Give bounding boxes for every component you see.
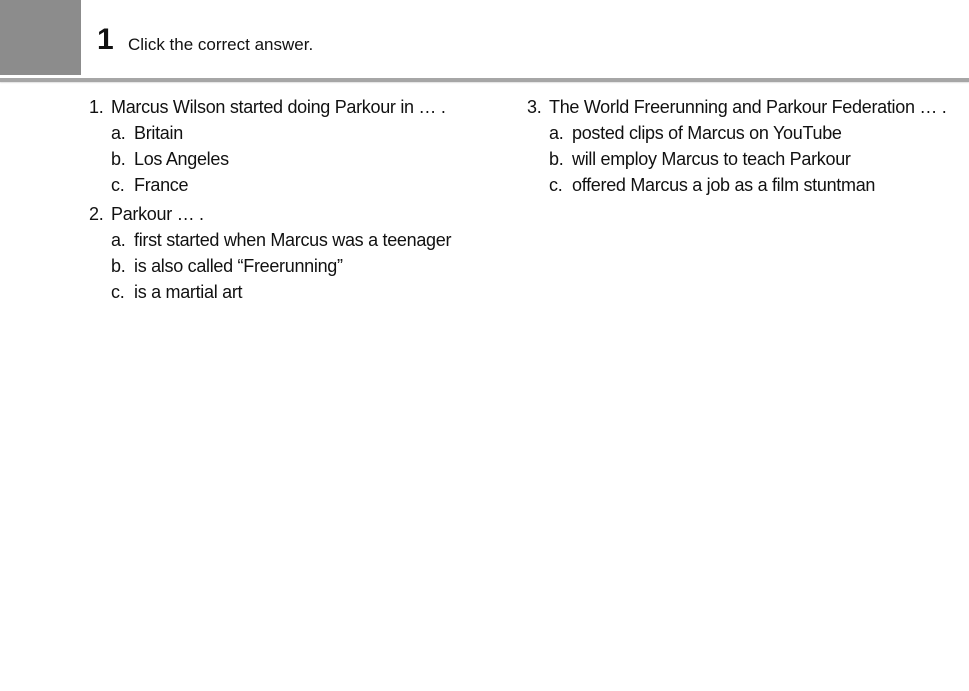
answer-option-1a[interactable]	[111, 120, 499, 146]
answer-option-3c[interactable]	[549, 172, 957, 198]
answer-option-1c[interactable]	[111, 172, 499, 198]
option-text[interactable]: will employ Marcus to teach Parkour	[572, 149, 851, 169]
question-text: Marcus Wilson started doing Parkour in … .	[111, 97, 446, 117]
question-stem	[89, 94, 499, 120]
header-divider	[0, 78, 969, 82]
option-text[interactable]: offered Marcus a job as a film stuntman	[572, 175, 876, 195]
question-number: 2.	[89, 204, 104, 224]
option-letter: b.	[111, 256, 126, 276]
answer-option-2c[interactable]	[111, 279, 499, 305]
answer-option-2b[interactable]	[111, 253, 499, 279]
exercise-number: 1	[97, 23, 114, 56]
question-stem	[89, 201, 499, 227]
option-text[interactable]: posted clips of Marcus on YouTube	[572, 123, 842, 143]
option-text[interactable]: France	[134, 175, 189, 195]
question-2	[89, 201, 499, 305]
exercise-instruction: Click the correct answer.	[128, 35, 314, 54]
option-letter: b.	[111, 149, 126, 169]
question-1	[89, 94, 499, 198]
option-text[interactable]: first started when Marcus was a teenager	[134, 230, 452, 250]
option-letter: a.	[111, 230, 126, 250]
option-text[interactable]: is also called “Freerunning”	[134, 256, 343, 276]
question-text: The World Freerunning and Parkour Federation … .	[549, 97, 947, 117]
answer-option-3a[interactable]	[549, 120, 957, 146]
option-letter: a.	[549, 123, 564, 143]
question-number: 3.	[527, 97, 542, 117]
option-letter: a.	[111, 123, 126, 143]
option-letter: c.	[111, 282, 125, 302]
question-stem	[527, 94, 957, 120]
answer-option-3b[interactable]	[549, 146, 957, 172]
question-number: 1.	[89, 97, 104, 117]
exercise-number-block	[0, 0, 81, 75]
option-text[interactable]: Los Angeles	[134, 149, 229, 169]
answer-option-1b[interactable]	[111, 146, 499, 172]
question-3	[527, 94, 957, 198]
option-letter: b.	[549, 149, 564, 169]
option-text[interactable]: is a martial art	[134, 282, 243, 302]
answer-option-2a[interactable]	[111, 227, 499, 253]
option-letter: c.	[549, 175, 563, 195]
option-text[interactable]: Britain	[134, 123, 183, 143]
question-text: Parkour … .	[111, 204, 204, 224]
option-letter: c.	[111, 175, 125, 195]
